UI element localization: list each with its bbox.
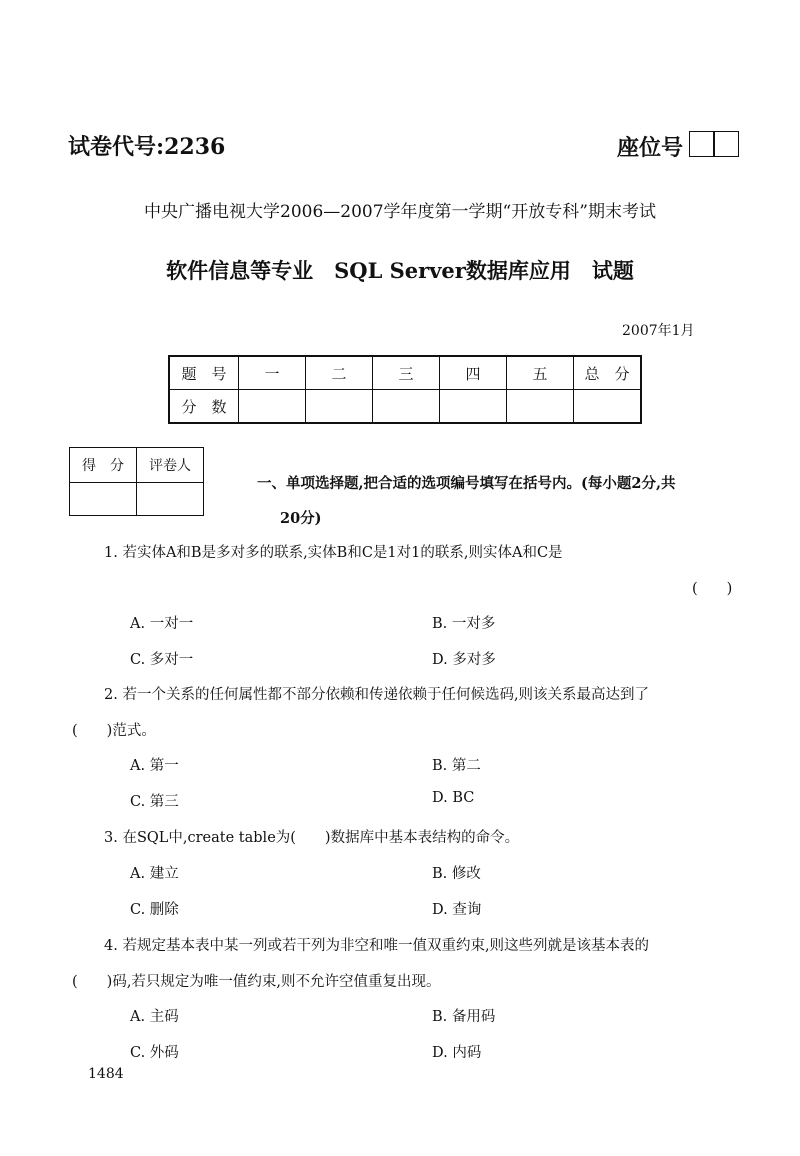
score-cell: 一 bbox=[239, 356, 306, 390]
score-blank-cell[interactable] bbox=[440, 390, 507, 424]
question-4-option-b: B. 备用码 bbox=[432, 1009, 496, 1025]
seat-number-label: 座位号 bbox=[617, 135, 684, 161]
question-3-option-b: B. 修改 bbox=[432, 866, 481, 882]
grader-score-label: 得 分 bbox=[70, 448, 137, 483]
question-4-text-cont: ( )码,若只规定为唯一值约束,则不允许空值重复出现。 bbox=[72, 974, 441, 990]
question-1-option-b: B. 一对多 bbox=[432, 616, 496, 632]
question-1-blank: ( ) bbox=[692, 581, 733, 597]
score-cell: 三 bbox=[373, 356, 440, 390]
question-2-option-d: D. BC bbox=[432, 790, 475, 806]
seat-number-boxes bbox=[690, 131, 739, 157]
exam-title: 软件信息等专业 SQL Server数据库应用 试题 bbox=[166, 258, 634, 283]
exam-subtitle: 中央广播电视大学2006—2007学年度第一学期“开放专科”期末考试 bbox=[144, 202, 656, 222]
score-cell: 四 bbox=[440, 356, 507, 390]
question-4-option-d: D. 内码 bbox=[432, 1045, 482, 1061]
seat-box bbox=[713, 131, 739, 157]
question-3-option-a: A. 建立 bbox=[130, 866, 179, 882]
score-cell: 分 数 bbox=[169, 390, 239, 424]
question-2-text-cont: ( )范式。 bbox=[72, 723, 156, 739]
question-3-text: 3. 在SQL中,create table为( )数据库中基本表结构的命令。 bbox=[104, 830, 520, 846]
question-2-option-c: C. 第三 bbox=[130, 794, 179, 810]
exam-date: 2007年1月 bbox=[622, 323, 695, 339]
question-2-text: 2. 若一个关系的任何属性都不部分依赖和传递依赖于任何候选码,则该关系最高达到了 bbox=[104, 687, 650, 703]
paper-code: 试卷代号:2236 bbox=[68, 134, 226, 160]
question-4-text: 4. 若规定基本表中某一列或若干列为非空和唯一值双重约束,则这些列就是该基本表的 bbox=[104, 938, 650, 954]
score-blank-cell[interactable] bbox=[574, 390, 642, 424]
score-table bbox=[168, 355, 642, 424]
grader-score-blank[interactable] bbox=[70, 483, 137, 516]
score-table-score-row bbox=[169, 390, 641, 424]
question-2-option-b: B. 第二 bbox=[432, 758, 481, 774]
score-cell: 五 bbox=[507, 356, 574, 390]
page-number: 1484 bbox=[88, 1066, 124, 1082]
question-1-option-a: A. 一对一 bbox=[130, 616, 194, 632]
question-2-option-a: A. 第一 bbox=[130, 758, 179, 774]
score-blank-cell[interactable] bbox=[373, 390, 440, 424]
seat-box bbox=[689, 131, 715, 157]
score-table-header-row bbox=[169, 356, 641, 390]
question-1-option-d: D. 多对多 bbox=[432, 652, 496, 668]
score-cell: 题 号 bbox=[169, 356, 239, 390]
score-cell: 总 分 bbox=[574, 356, 642, 390]
section-heading: 一、单项选择题,把合适的选项编号填写在括号内。(每小题2分,共 bbox=[257, 475, 676, 492]
grader-table bbox=[69, 447, 204, 516]
section-heading-cont: 20分) bbox=[280, 510, 322, 527]
question-1-text: 1. 若实体A和B是多对多的联系,实体B和C是1对1的联系,则实体A和C是 bbox=[104, 545, 563, 561]
question-3-option-c: C. 删除 bbox=[130, 902, 179, 918]
score-blank-cell[interactable] bbox=[306, 390, 373, 424]
question-4-option-a: A. 主码 bbox=[130, 1009, 179, 1025]
question-1-option-c: C. 多对一 bbox=[130, 652, 194, 668]
question-4-option-c: C. 外码 bbox=[130, 1045, 179, 1061]
question-3-option-d: D. 查询 bbox=[432, 902, 482, 918]
grader-name-blank[interactable] bbox=[137, 483, 204, 516]
score-cell: 二 bbox=[306, 356, 373, 390]
grader-name-label: 评卷人 bbox=[137, 448, 204, 483]
score-blank-cell[interactable] bbox=[507, 390, 574, 424]
score-blank-cell[interactable] bbox=[239, 390, 306, 424]
